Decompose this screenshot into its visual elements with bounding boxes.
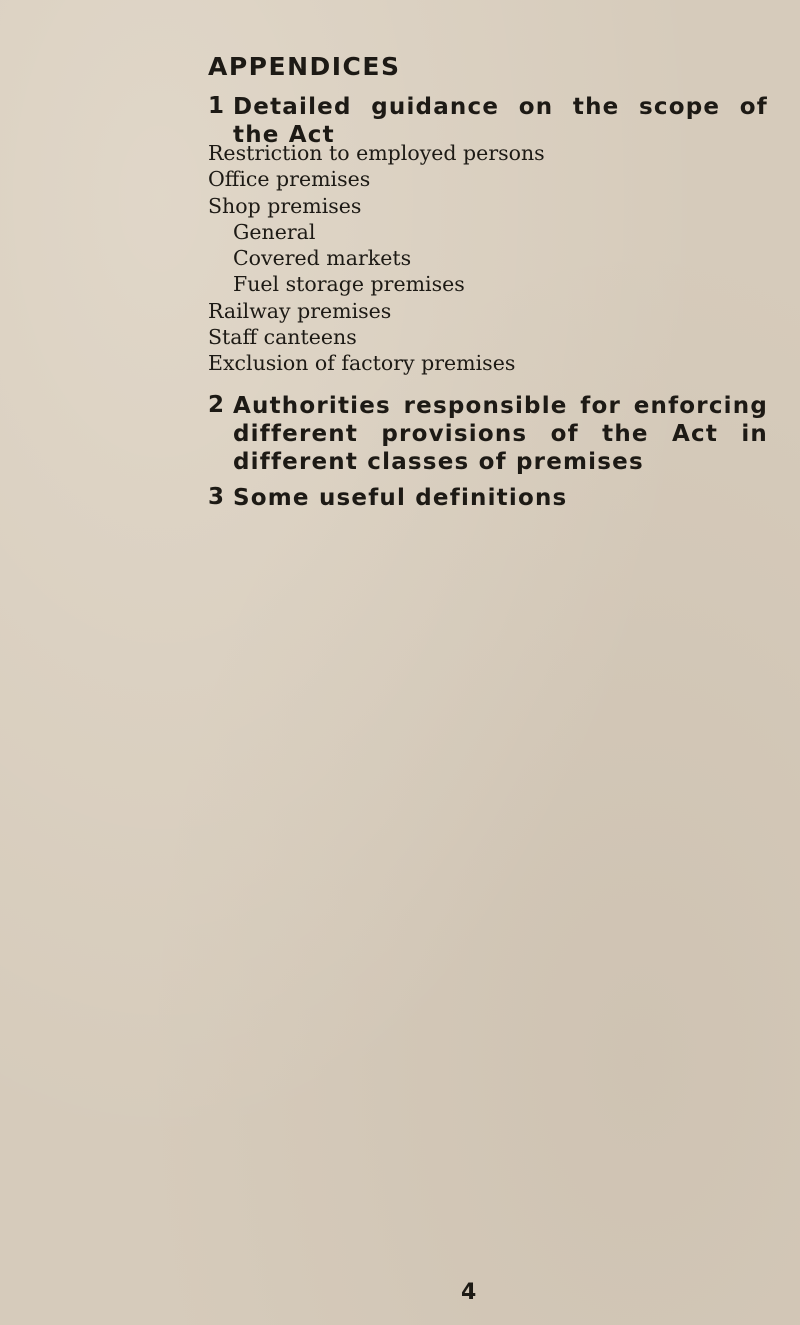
list-item: Office premises [208, 167, 371, 192]
list-item: Exclusion of factory premises [208, 351, 516, 376]
list-item: Restriction to employed persons [208, 141, 545, 165]
appendix-1-contents-list [208, 140, 545, 377]
appendix-3-heading [208, 484, 768, 512]
list-item: Staff canteens [208, 325, 357, 350]
appendix-3-number: 3 [208, 484, 226, 510]
list-item: Fuel storage premises [233, 272, 465, 297]
appendix-2-number: 2 [208, 392, 226, 418]
appendix-2-heading [208, 392, 768, 476]
appendix-2-title: Authorities responsible for enforcing different provisions of the Act in different classes of premises [233, 393, 768, 475]
page-number: 4 [461, 1280, 477, 1305]
list-item: General [233, 219, 316, 244]
list-item: Shop premises [208, 193, 362, 218]
appendix-1-number: 1 [208, 93, 226, 119]
list-item: Railway premises [208, 298, 392, 323]
list-item: Covered markets [233, 246, 412, 271]
appendix-1-title: Detailed guidance on the scope of the Act [233, 94, 768, 148]
appendices-heading: APPENDICES [208, 52, 401, 81]
appendix-3-title: Some useful definitions [233, 485, 568, 511]
